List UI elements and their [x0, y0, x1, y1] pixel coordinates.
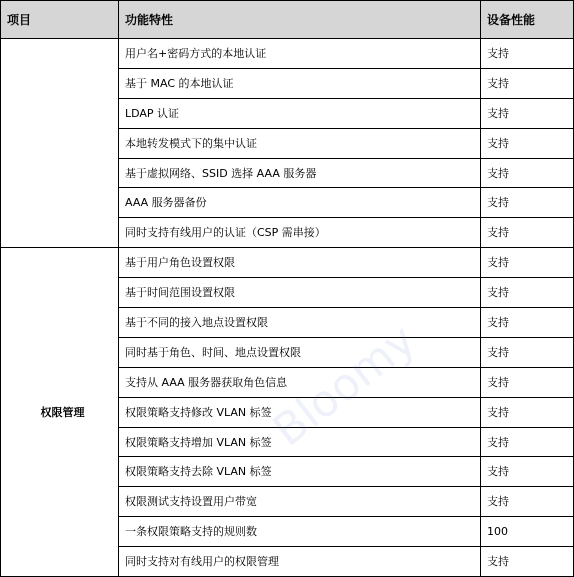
feature-cell: 同时支持对有线用户的权限管理 [119, 547, 481, 577]
perf-cell: 100 [481, 517, 574, 547]
perf-cell: 支持 [481, 308, 574, 338]
feature-cell: 基于 MAC 的本地认证 [119, 68, 481, 98]
feature-cell: 基于不同的接入地点设置权限 [119, 308, 481, 338]
perf-cell: 支持 [481, 367, 574, 397]
perf-cell: 支持 [481, 397, 574, 427]
perf-cell: 支持 [481, 98, 574, 128]
header-feature: 功能特性 [119, 1, 481, 39]
table-row [1, 248, 574, 278]
perf-cell: 支持 [481, 457, 574, 487]
group-label: 权限管理 [1, 248, 119, 577]
feature-cell: 一条权限策略支持的规则数 [119, 517, 481, 547]
group-label [1, 39, 119, 248]
feature-cell: 基于用户角色设置权限 [119, 248, 481, 278]
feature-cell: 权限测试支持设置用户带宽 [119, 487, 481, 517]
feature-cell: LDAP 认证 [119, 98, 481, 128]
feature-cell: 权限策略支持增加 VLAN 标签 [119, 427, 481, 457]
perf-cell: 支持 [481, 218, 574, 248]
perf-cell: 支持 [481, 248, 574, 278]
perf-cell: 支持 [481, 188, 574, 218]
header-perf: 设备性能 [481, 1, 574, 39]
perf-cell: 支持 [481, 427, 574, 457]
feature-cell: 本地转发模式下的集中认证 [119, 128, 481, 158]
perf-cell: 支持 [481, 158, 574, 188]
perf-cell: 支持 [481, 68, 574, 98]
perf-cell: 支持 [481, 39, 574, 69]
feature-cell: 基于时间范围设置权限 [119, 278, 481, 308]
perf-cell: 支持 [481, 547, 574, 577]
perf-cell: 支持 [481, 278, 574, 308]
feature-cell: 权限策略支持修改 VLAN 标签 [119, 397, 481, 427]
perf-cell: 支持 [481, 337, 574, 367]
feature-cell: 基于虚拟网络、SSID 选择 AAA 服务器 [119, 158, 481, 188]
feature-cell: 权限策略支持去除 VLAN 标签 [119, 457, 481, 487]
watermark: Bloomy [263, 314, 426, 457]
table-body [1, 39, 574, 577]
feature-cell: 用户名+密码方式的本地认证 [119, 39, 481, 69]
feature-cell: 同时支持有线用户的认证（CSP 需串接） [119, 218, 481, 248]
header-item: 项目 [1, 1, 119, 39]
perf-cell: 支持 [481, 487, 574, 517]
table-row [1, 39, 574, 69]
feature-cell: AAA 服务器备份 [119, 188, 481, 218]
feature-cell: 支持从 AAA 服务器获取角色信息 [119, 367, 481, 397]
feature-cell: 同时基于角色、时间、地点设置权限 [119, 337, 481, 367]
perf-cell: 支持 [481, 128, 574, 158]
header-row [1, 1, 574, 39]
